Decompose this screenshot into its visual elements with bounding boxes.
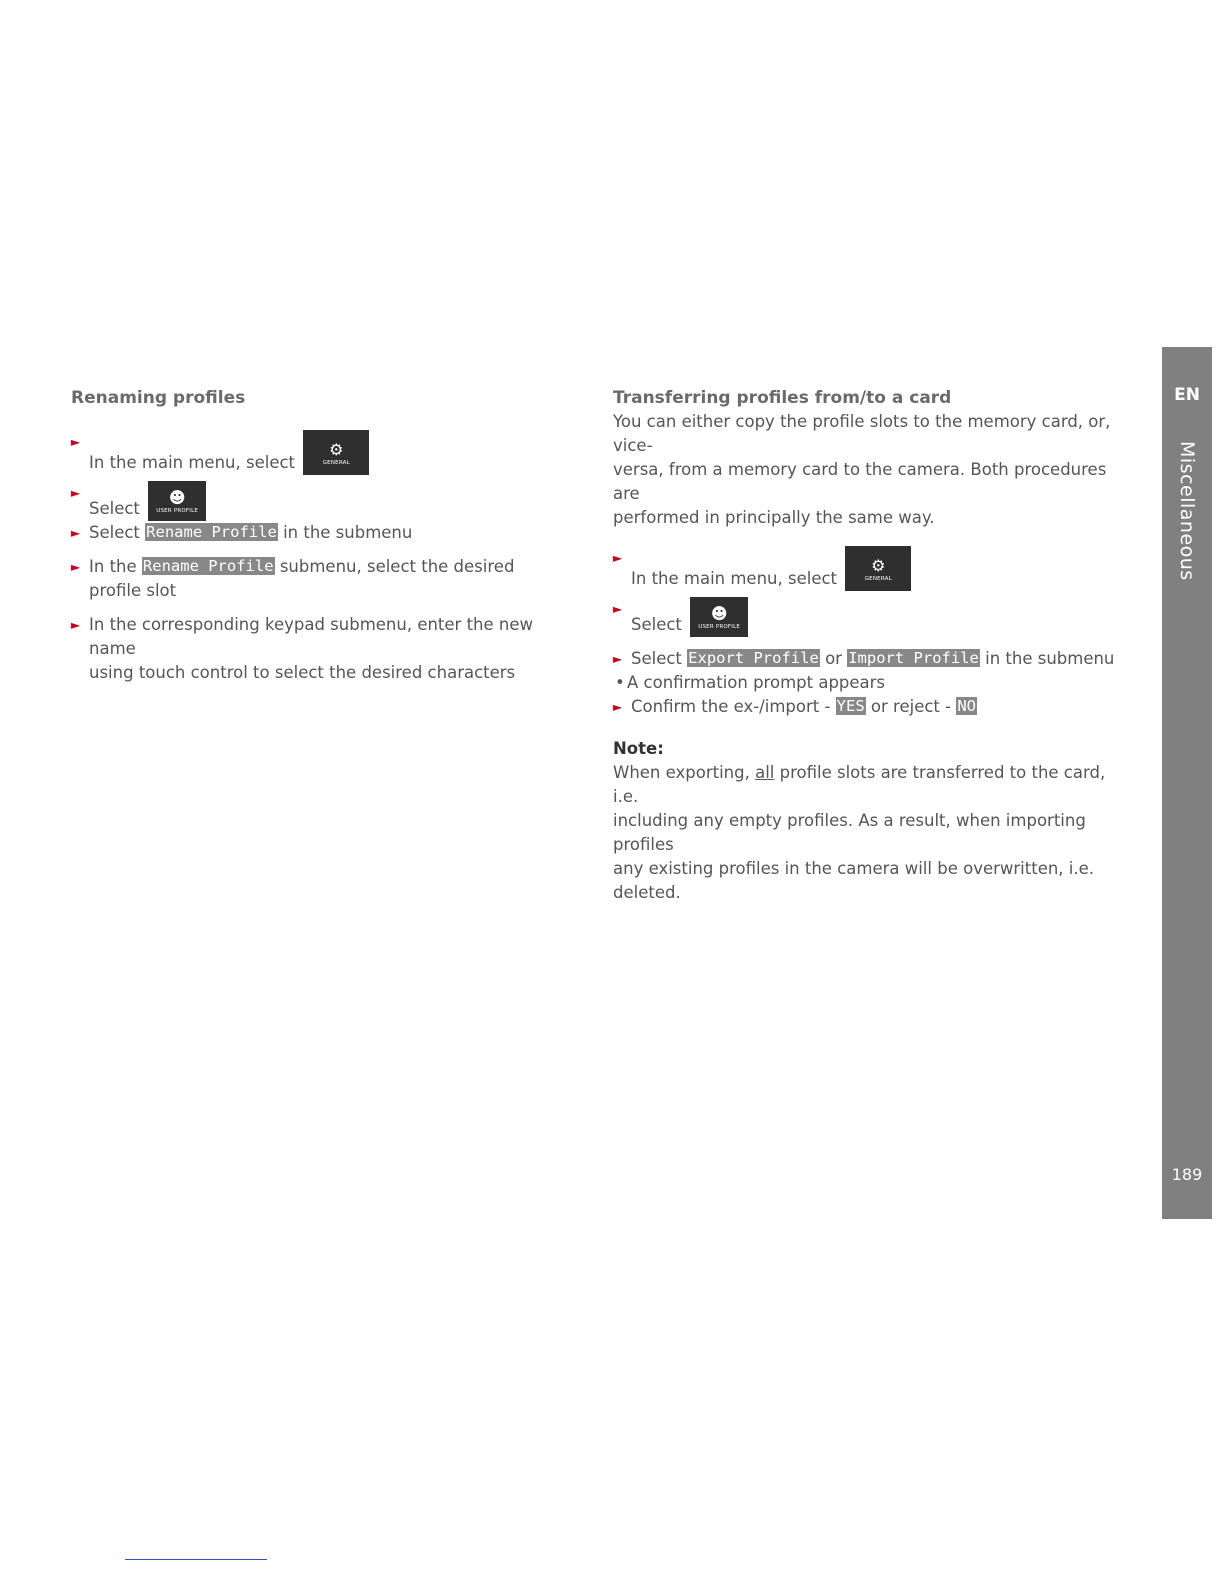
menu-item-chip: Rename Profile (146, 523, 277, 541)
step-text: using touch control to select the desired characters (89, 663, 516, 682)
user-add-icon: ☻ (168, 488, 186, 507)
step-text: In the main menu, select (631, 569, 838, 588)
arrow-icon: ► (71, 526, 81, 540)
step-text: in the submenu (283, 523, 413, 542)
arrow-icon: ► (71, 618, 81, 632)
step-text: In the main menu, select (89, 453, 296, 472)
step-confirm (613, 695, 1123, 719)
step-text: Select (631, 615, 682, 634)
note-text: When exporting, (613, 763, 750, 782)
note-emphasis: all (755, 763, 775, 782)
arrow-icon: ► (71, 486, 81, 500)
note-paragraph (613, 761, 1123, 905)
step-text: Select (89, 499, 140, 518)
footer-rule (125, 1559, 267, 1560)
step-select-user-profile (71, 481, 571, 521)
general-menu-icon (845, 546, 911, 591)
section-label: Miscellaneous (1176, 441, 1198, 581)
section-heading-renaming: Renaming profiles (71, 388, 246, 408)
note-text: any existing profiles in the camera will be overwritten, i.e. deleted. (613, 859, 1095, 902)
step-text: or (825, 649, 842, 668)
menu-item-chip: NO (957, 697, 977, 715)
step-text: Select (631, 649, 682, 668)
language-label: EN (1174, 385, 1200, 405)
gear-icon: ⚙ (871, 555, 886, 575)
gear-icon: ⚙ (329, 439, 344, 459)
step-text: in the submenu (985, 649, 1115, 668)
arrow-icon: ► (71, 560, 81, 574)
icon-caption: GENERAL (322, 459, 350, 466)
section-sidebar-tab (1162, 347, 1212, 1219)
bullet-item (613, 671, 1123, 695)
icon-caption: USER PROFILE (698, 624, 741, 630)
arrow-icon: ► (613, 700, 623, 714)
step-export-import (613, 647, 1123, 671)
icon-caption: USER PROFILE (156, 508, 199, 514)
menu-item-chip: YES (836, 697, 865, 715)
bullet-text: A confirmation prompt appears (627, 673, 886, 692)
step-enter-name (71, 613, 571, 685)
general-menu-icon (303, 430, 369, 475)
note-text: including any empty profiles. As a result, when importing profiles (613, 811, 1086, 854)
step-text: submenu, select the desired profile slot (89, 557, 515, 600)
arrow-icon: ► (613, 652, 623, 666)
menu-item-chip: Rename Profile (142, 557, 274, 575)
step-main-menu (71, 430, 571, 475)
user-profile-menu-icon (690, 597, 748, 637)
intro-line: versa, from a memory card to the camera. Both procedures are (613, 460, 1107, 503)
step-text: In the corresponding keypad submenu, enter the new name (89, 615, 534, 658)
menu-item-chip: Import Profile (848, 649, 979, 667)
intro-line: performed in principally the same way. (613, 508, 935, 527)
right-column (613, 386, 1123, 905)
arrow-icon: ► (71, 435, 81, 449)
note-title: Note: (613, 739, 664, 758)
user-add-icon: ☻ (710, 604, 728, 623)
icon-caption: GENERAL (864, 575, 892, 582)
note-text: profile slots are transferred to the card, i.e. (613, 763, 1106, 806)
step-rename-submenu (71, 521, 571, 545)
user-profile-menu-icon (148, 481, 206, 521)
section-heading-transferring: Transferring profiles from/to a card (613, 388, 952, 408)
menu-item-chip: Export Profile (688, 649, 819, 667)
step-text: Confirm the ex-/import - (631, 697, 831, 716)
intro-line: You can either copy the profile slots to the memory card, or, vice- (613, 412, 1111, 455)
left-column (71, 386, 571, 685)
arrow-icon: ► (613, 602, 623, 616)
step-text: In the (89, 557, 137, 576)
step-select-slot (71, 555, 571, 603)
step-text: Select (89, 523, 140, 542)
step-text: or reject - (870, 697, 952, 716)
bullet-dot: • (615, 673, 625, 692)
step-main-menu (613, 546, 1123, 591)
intro-paragraph (613, 410, 1123, 530)
arrow-icon: ► (613, 551, 623, 565)
step-select-user-profile (613, 597, 1123, 637)
page-number: 189 (1171, 1165, 1203, 1184)
